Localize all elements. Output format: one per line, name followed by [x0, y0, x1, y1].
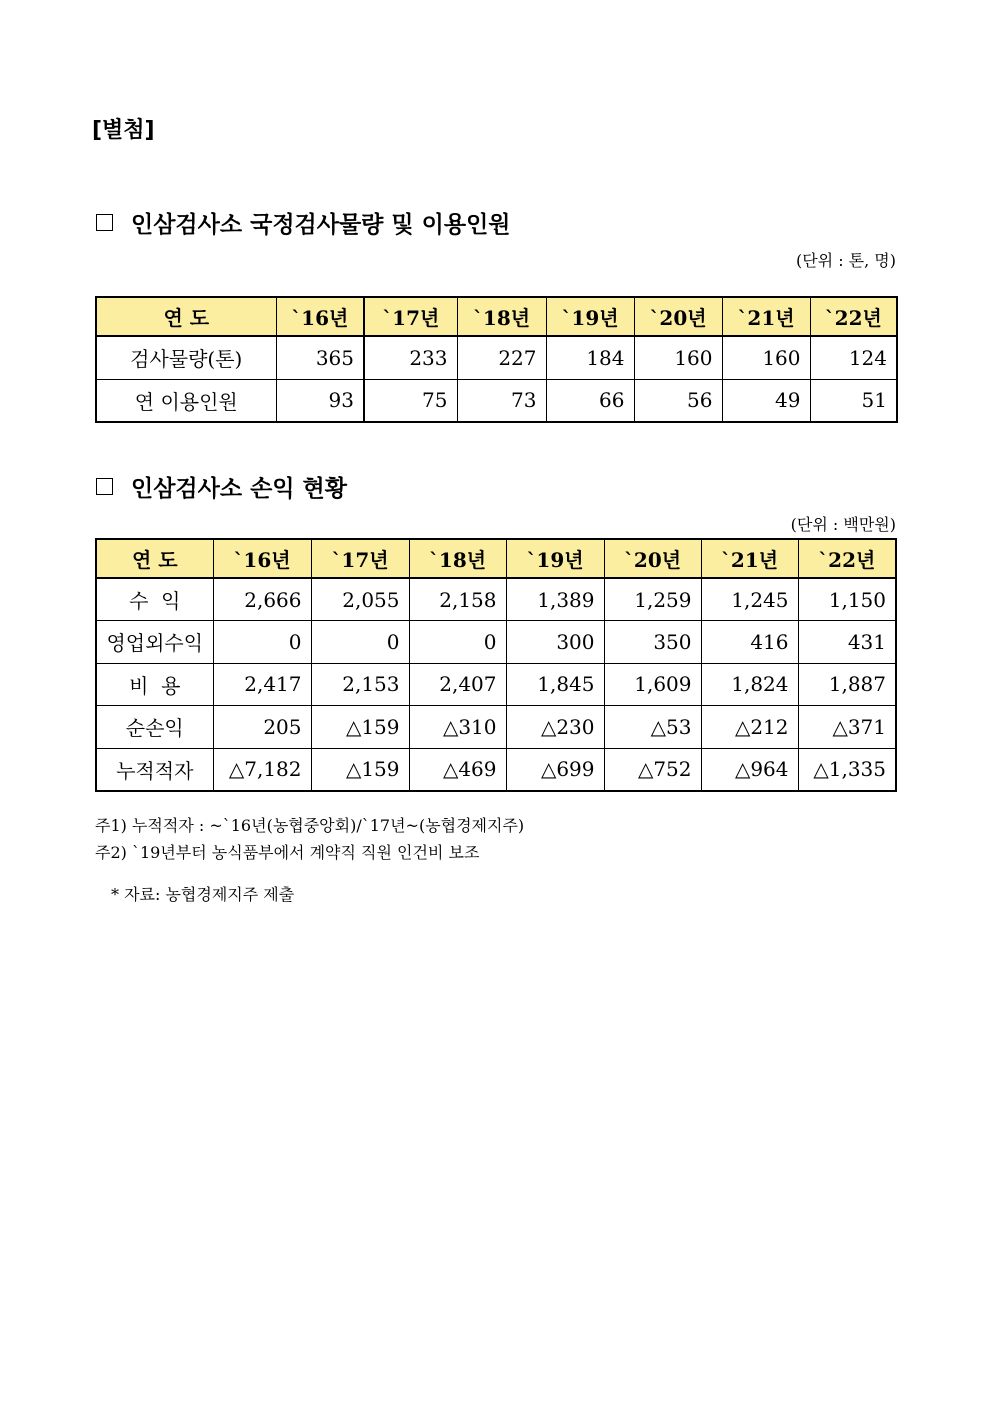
header-cell: `22년	[810, 297, 897, 336]
attachment-label: [별첨]	[92, 118, 155, 143]
table-cell: 2,407	[409, 663, 506, 706]
table-cell: 1,245	[701, 578, 798, 621]
table-cell: △699	[506, 748, 604, 791]
table-cell: 350	[604, 621, 701, 664]
header-cell: `18년	[457, 297, 546, 336]
table-cell: △159	[311, 706, 409, 749]
header-cell: `16년	[213, 539, 311, 578]
section2-unit: (단위 : 백만원)	[790, 515, 896, 534]
table-row	[96, 663, 896, 706]
table-cell: 431	[798, 621, 896, 664]
checkbox-square-icon	[96, 214, 113, 231]
table-cell: 2,417	[213, 663, 311, 706]
section1-title	[96, 206, 511, 239]
table-cell: 75	[364, 379, 457, 422]
table-cell: 1,609	[604, 663, 701, 706]
table-row	[96, 336, 897, 379]
table-header-row	[96, 539, 896, 578]
header-cell: `21년	[701, 539, 798, 578]
table-cell: 1,887	[798, 663, 896, 706]
table-cell: 0	[311, 621, 409, 664]
checkbox-square-icon	[96, 478, 113, 495]
header-cell: `21년	[722, 297, 810, 336]
table-cell: △964	[701, 748, 798, 791]
table-cell: 56	[634, 379, 722, 422]
table-cell: △310	[409, 706, 506, 749]
table-cell: 416	[701, 621, 798, 664]
row-label: 영업외수익	[96, 621, 213, 664]
table-cell: 93	[276, 379, 364, 422]
table-cell: 184	[546, 336, 634, 379]
table-cell: 73	[457, 379, 546, 422]
table-row	[96, 621, 896, 664]
row-label: 연 이용인원	[96, 379, 276, 422]
footnote: 주2) `19년부터 농식품부에서 계약직 직원 인건비 보조	[95, 843, 480, 862]
row-label: 수 익	[96, 578, 213, 621]
table-cell: 1,845	[506, 663, 604, 706]
table-cell: △159	[311, 748, 409, 791]
table-cell: 1,824	[701, 663, 798, 706]
row-label: 누적적자	[96, 748, 213, 791]
table-cell: △752	[604, 748, 701, 791]
table-cell: △53	[604, 706, 701, 749]
table-cell: 0	[409, 621, 506, 664]
section1-unit: (단위 : 톤, 명)	[795, 251, 896, 270]
table-cell: 51	[810, 379, 897, 422]
table-cell: △469	[409, 748, 506, 791]
table-cell: 124	[810, 336, 897, 379]
header-cell: 연 도	[96, 539, 213, 578]
header-cell: `19년	[546, 297, 634, 336]
table-cell: 160	[634, 336, 722, 379]
table-cell: 2,153	[311, 663, 409, 706]
table-cell: △230	[506, 706, 604, 749]
table-cell: 300	[506, 621, 604, 664]
footnote: 주1) 누적적자 : ~`16년(농협중앙회)/`17년~(농협경제지주)	[95, 816, 525, 835]
header-cell: `18년	[409, 539, 506, 578]
table-row	[96, 379, 897, 422]
header-cell: `20년	[634, 297, 722, 336]
header-cell: `20년	[604, 539, 701, 578]
table-cell: △1,335	[798, 748, 896, 791]
header-cell: `22년	[798, 539, 896, 578]
row-label: 검사물량(톤)	[96, 336, 276, 379]
inspection-volume-table	[95, 296, 898, 423]
table-row	[96, 706, 896, 749]
table-row	[96, 578, 896, 621]
table-cell: 205	[213, 706, 311, 749]
header-cell: `16년	[276, 297, 364, 336]
row-label: 순손익	[96, 706, 213, 749]
table-cell: 66	[546, 379, 634, 422]
profit-loss-table	[95, 538, 897, 792]
header-cell: `17년	[311, 539, 409, 578]
header-cell: `19년	[506, 539, 604, 578]
table-cell: 0	[213, 621, 311, 664]
table-cell: 1,389	[506, 578, 604, 621]
header-cell: `17년	[364, 297, 457, 336]
table-cell: 227	[457, 336, 546, 379]
table-cell: △7,182	[213, 748, 311, 791]
table-cell: 49	[722, 379, 810, 422]
table-cell: 233	[364, 336, 457, 379]
header-cell: 연 도	[96, 297, 276, 336]
section2-title	[96, 470, 347, 503]
table-row	[96, 748, 896, 791]
row-label: 비 용	[96, 663, 213, 706]
table-cell: 1,259	[604, 578, 701, 621]
table-cell: 2,055	[311, 578, 409, 621]
table-cell: 2,666	[213, 578, 311, 621]
footnotes	[95, 812, 524, 866]
table-header-row	[96, 297, 897, 336]
section1-title-text: 인삼검사소 국정검사물량 및 이용인원	[131, 212, 511, 238]
table-cell: 160	[722, 336, 810, 379]
table-cell: 365	[276, 336, 364, 379]
table-cell: △212	[701, 706, 798, 749]
section2-title-text: 인삼검사소 손익 현황	[131, 476, 347, 502]
source-note: * 자료: 농협경제지주 제출	[111, 885, 295, 904]
table-cell: △371	[798, 706, 896, 749]
table-cell: 2,158	[409, 578, 506, 621]
table-cell: 1,150	[798, 578, 896, 621]
